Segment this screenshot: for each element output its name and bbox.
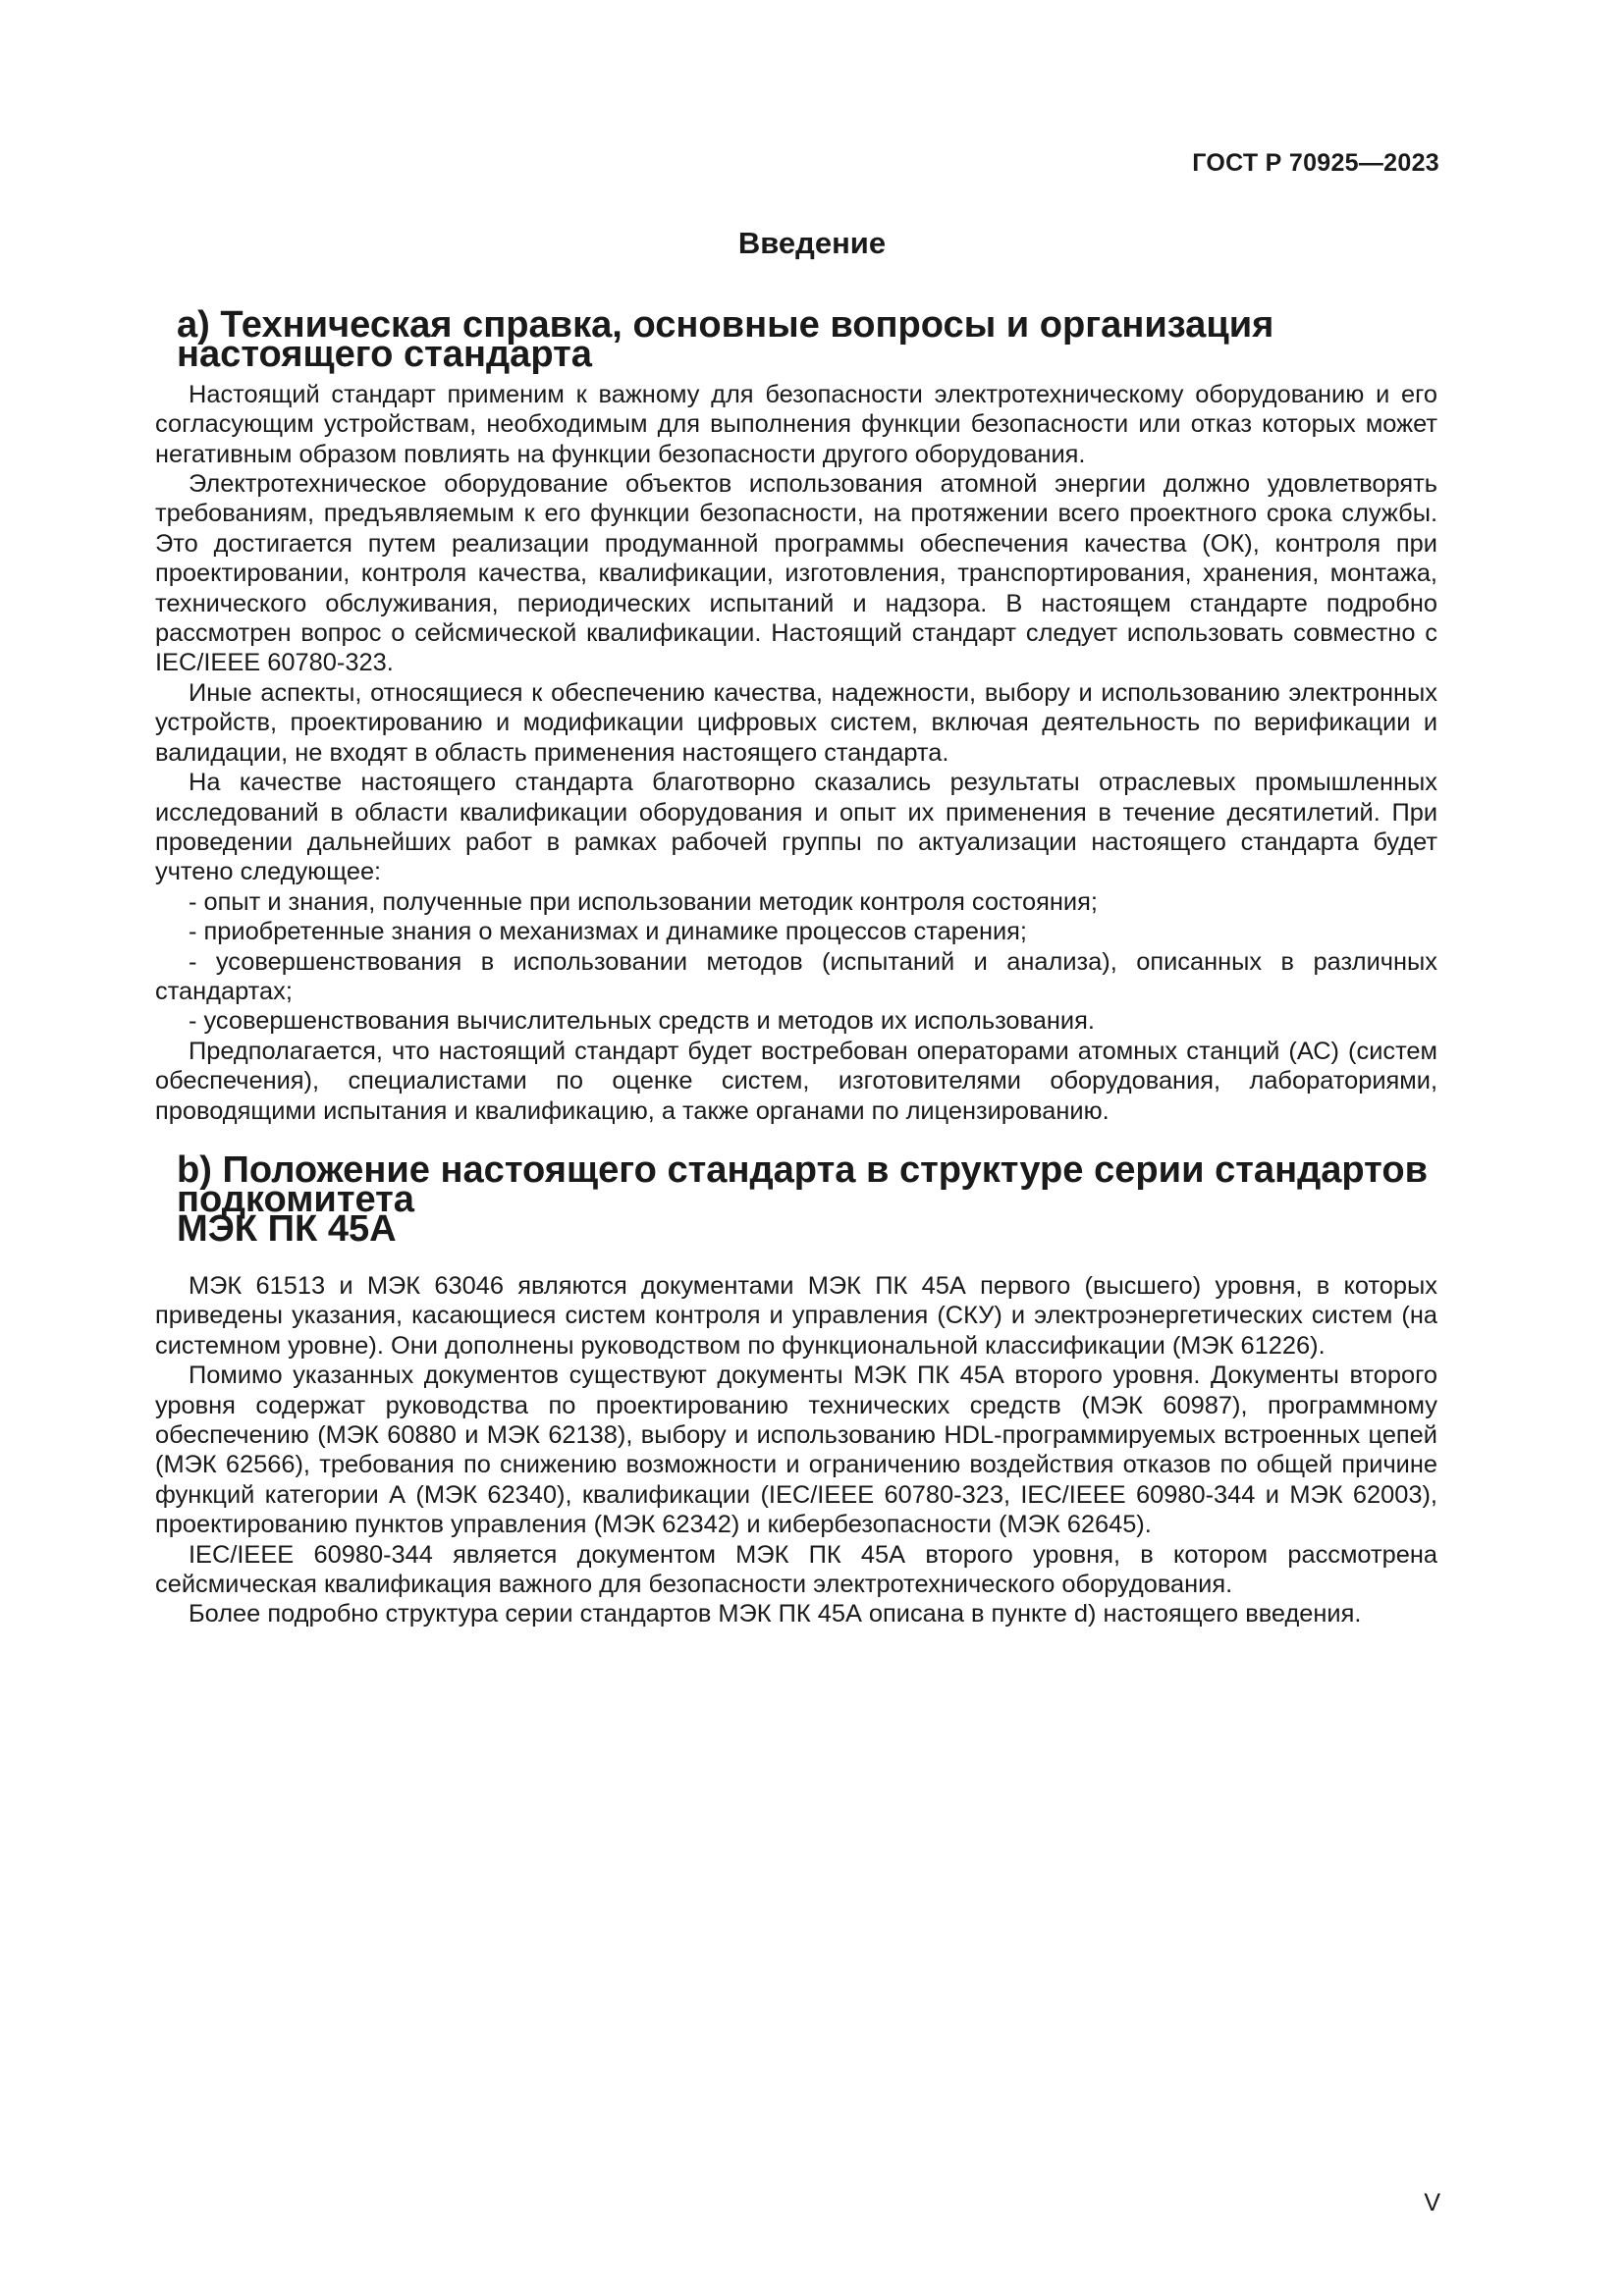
paragraph: Настоящий стандарт применим к важному для безопасности электротехническому оборудованию и его согласующим устройствам, необходимым для выполнения функции безопасности или отказ которых может негативным образом повлиять на функции безопасности другого оборудования. (155, 380, 1437, 468)
section-a-heading: а) Техническая справка, основные вопросы и организация настоящего стандарта (177, 304, 1274, 376)
document-body (155, 304, 1437, 1629)
paragraph: На качестве настоящего стандарта благотворно сказались результаты отраслевых промышленных исследований в области квалификации оборудования и опыт их применения в течение десятилетий. При проведении дальнейших работ в рамках рабочей группы по актуализации настоящего стандарта будет учтено следующее: (155, 769, 1437, 886)
list-item: - опыт и знания, полученные при использовании методик контроля состояния; (189, 887, 1098, 916)
list-item: - усовершенствования вычислительных средств и методов их использования. (189, 1007, 1095, 1036)
paragraph: IEC/IEEE 60980-344 является документом МЭК ПК 45А второго уровня, в котором рассмотрена сейсмическая квалификация важного для безопасности электротехнического оборудования. (155, 1540, 1437, 1599)
list-item: - приобретенные знания о механизмах и динамике процессов старения; (189, 918, 1027, 946)
page-number: V (1424, 2189, 1440, 2216)
paragraph: Помимо указанных документов существуют документы МЭК ПК 45А второго уровня. Документы второго уровня содержат руководства по проектированию технических средств (МЭК 60987), программному обеспечению (МЭК 60880 и МЭК 62138), выбору и использованию HDL-программируемых встроенных цепей (МЭК 62566), требования по снижению возможности и ограничению воздействия отказов по общей причине функций категории А (МЭК 62340), квалификации (IEC/IEEE 60780-323, IEC/IEEE 60980-344 и МЭК 62003), проектированию пунктов управления (МЭК 62342) и кибербезопасности (МЭК 62645). (155, 1362, 1437, 1539)
paragraph: Предполагается, что настоящий стандарт будет востребован операторами атомных станций (АС) (систем обеспечения), специалистами по оценке систем, изготовителями оборудования, лабораториями, проводящими испытания и квалификацию, а также органами по лицензированию. (155, 1037, 1437, 1125)
paragraph: Электротехническое оборудование объектов использования атомной энергии должно удовлетворять требованиям, предъявляемым к его функции безопасности, на протяжении всего проектного срока службы. Это достигается путем реализации продуманной программы обеспечения качества (ОК), контроля при проектировании, контроля качества, квалификации, изготовления, транспортирования, хранения, монтажа, технического обслуживания, периодических испытаний и надзора. В настоящем стандарте подробно рассмотрен вопрос о сейсмической квалификации. Настоящий стандарт следует использовать совместно с IEC/IEEE 60780-323. (155, 470, 1437, 677)
list-item: - усовершенствования в использовании методов (испытаний и анализа), описанных в различных стандартах; (155, 947, 1437, 1005)
section-b-heading (155, 1148, 1437, 1250)
paragraph: МЭК 61513 и МЭК 63046 являются документами МЭК ПК 45А первого (высшего) уровня, в которых приведены указания, касающиеся систем контроля и управления (СКУ) и электроэнергетических систем (на системном уровне). Они дополнены руководством по функциональной классификации (МЭК 61226). (155, 1271, 1437, 1360)
page-title: Введение (737, 226, 887, 260)
document-code-header: ГОСТ Р 70925—2023 (1192, 149, 1439, 177)
paragraph: Более подробно структура серии стандартов МЭК ПК 45А описана в пункте d) настоящего введения. (189, 1600, 1362, 1629)
section-b-heading-line2: МЭК ПК 45А (177, 1207, 397, 1250)
paragraph: Иные аспекты, относящиеся к обеспечению качества, надежности, выбору и использованию электронных устройств, проектированию и модификации цифровых систем, включая деятельность по верификации и валидации, не входят в область применения настоящего стандарта. (155, 678, 1437, 767)
section-b-heading-line1: b) Положение настоящего стандарта в структуре серии стандартов подкомитета (177, 1148, 1428, 1220)
